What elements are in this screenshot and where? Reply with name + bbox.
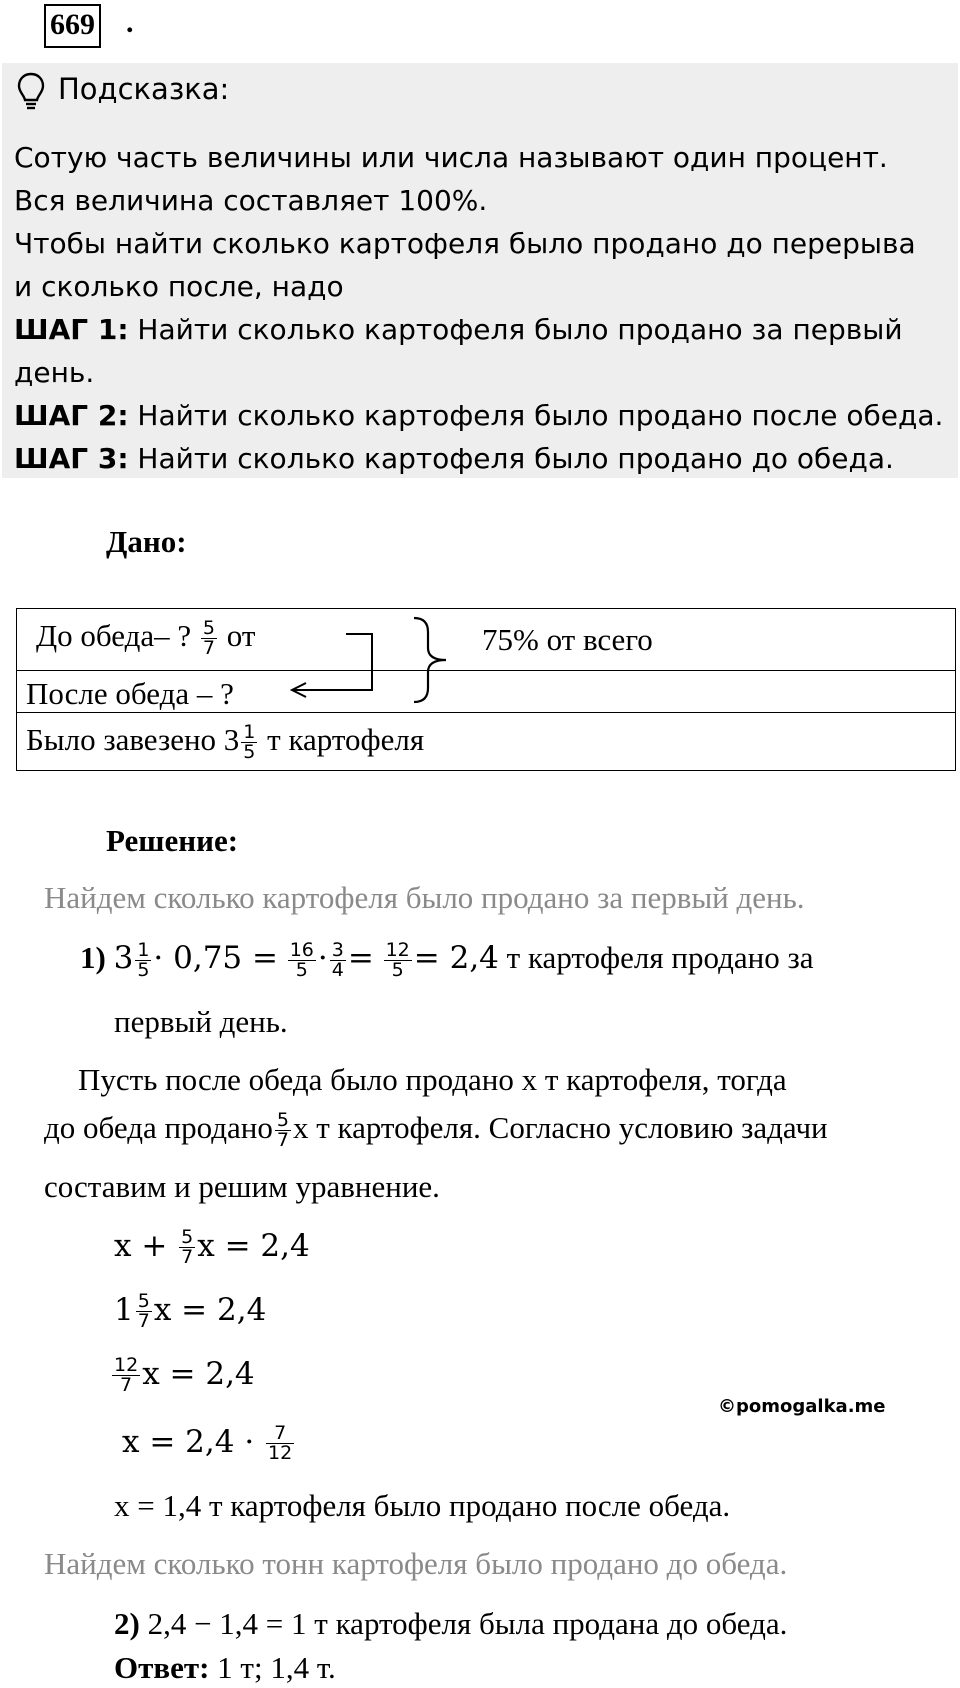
hint-line-2: Вся величина составляет 100%.: [14, 184, 488, 217]
exercise-number-dot: .: [126, 6, 134, 39]
step-text: Найти сколько картофеля было продано за первый: [128, 313, 903, 346]
step-label: ШАГ 1:: [14, 313, 129, 346]
step-text: Найти сколько картофеля было продано после обеда.: [128, 399, 944, 432]
math-text: x = 2,4: [142, 1356, 255, 1392]
math-text: = 2,4: [413, 940, 499, 976]
curly-brace-icon: [0, 0, 960, 800]
row-text: т картофеля: [267, 722, 425, 757]
fraction: $\frac{1}{5}$: [137, 939, 150, 982]
given-percent-note: 75% от всего: [482, 622, 653, 657]
step-text: т картофеля продано за: [498, 940, 814, 975]
fraction: $\frac{5}{7}$: [202, 617, 215, 660]
hint-step-1-cont: день.: [14, 356, 95, 389]
hint-line-4: и сколько после, надо: [14, 270, 344, 303]
equation-5: x = 1,4 т картофеля было продано после обеда.: [114, 1488, 731, 1523]
solution-note-1: Найдем сколько картофеля было продано за первый день.: [44, 880, 805, 915]
math-text: ·: [317, 940, 328, 976]
row-text: от: [226, 618, 256, 653]
row-text: До обеда– ?: [36, 618, 192, 653]
equation-4: [122, 1424, 296, 1463]
hint-line-3: Чтобы найти сколько картофеля было продано до перерыва: [14, 227, 916, 260]
fraction: $\frac{7}{12}$: [268, 1422, 293, 1464]
fraction: $\frac{5}{7}$: [137, 1290, 150, 1332]
para-text: до обеда продано: [44, 1110, 273, 1145]
fraction: $\frac{5}{7}$: [181, 1226, 194, 1268]
solution-step-1: [80, 940, 813, 980]
fraction: $\frac{5}{7}$: [276, 1109, 289, 1152]
solution-step-1-cont: первый день.: [114, 1004, 288, 1039]
step-label: ШАГ 2:: [14, 399, 129, 432]
paragraph-line-2: [44, 1110, 828, 1150]
exercise-number: 669: [44, 4, 101, 48]
para-text: x т картофеля. Согласно условию задачи: [292, 1110, 828, 1145]
math-text: x = 2,4: [153, 1292, 267, 1328]
math-text: · 0,75 =: [153, 940, 278, 976]
solution-heading: Решение:: [106, 823, 239, 858]
given-row-after-lunch: После обеда – ?: [26, 676, 234, 711]
math-text: x = 2,4: [197, 1228, 310, 1264]
fraction: $\frac{12}{5}$: [385, 939, 410, 982]
math-text: 3: [113, 940, 134, 976]
step-number: 1): [80, 940, 106, 975]
fraction: $\frac{16}{5}$: [289, 939, 314, 982]
math-text: x +: [114, 1228, 168, 1264]
paragraph-line-1: Пусть после обеда было продано x т картофеля, тогда: [78, 1062, 787, 1097]
given-heading: Дано:: [106, 524, 187, 559]
solution-note-2: Найдем сколько тонн картофеля было продано до обеда.: [44, 1546, 788, 1581]
hint-title: Подсказка:: [58, 72, 230, 106]
fraction: $\frac{12}{7}$: [114, 1354, 139, 1396]
hint-line-1: Сотую часть величины или числа называют один процент.: [14, 141, 888, 174]
paragraph-line-3: составим и решим уравнение.: [44, 1169, 440, 1204]
solution-step-2: [114, 1606, 787, 1642]
fraction: $\frac{3}{4}$: [331, 939, 344, 982]
equation-1: [114, 1228, 310, 1267]
fraction: $\frac{1}{5}$: [243, 721, 256, 764]
answer-text: 1 т; 1,4 т.: [209, 1650, 336, 1685]
step-text: Найти сколько картофеля было продано до обеда.: [128, 442, 894, 475]
watermark: ©pomogalka.me: [718, 1396, 886, 1417]
step-text: 2,4 − 1,4 = 1 т картофеля была продана до обеда.: [139, 1606, 788, 1641]
answer: [114, 1650, 336, 1686]
equation-2: [114, 1292, 266, 1331]
math-text: =: [347, 940, 374, 976]
step-number: 2): [114, 1606, 140, 1641]
step-label: ШАГ 3:: [14, 442, 129, 475]
math-text: 1: [114, 1292, 134, 1328]
equation-3: [110, 1356, 255, 1395]
math-text: x = 2,4 ·: [122, 1424, 255, 1460]
row-text: Было завезено 3: [26, 722, 240, 757]
answer-label: Ответ:: [114, 1650, 210, 1685]
